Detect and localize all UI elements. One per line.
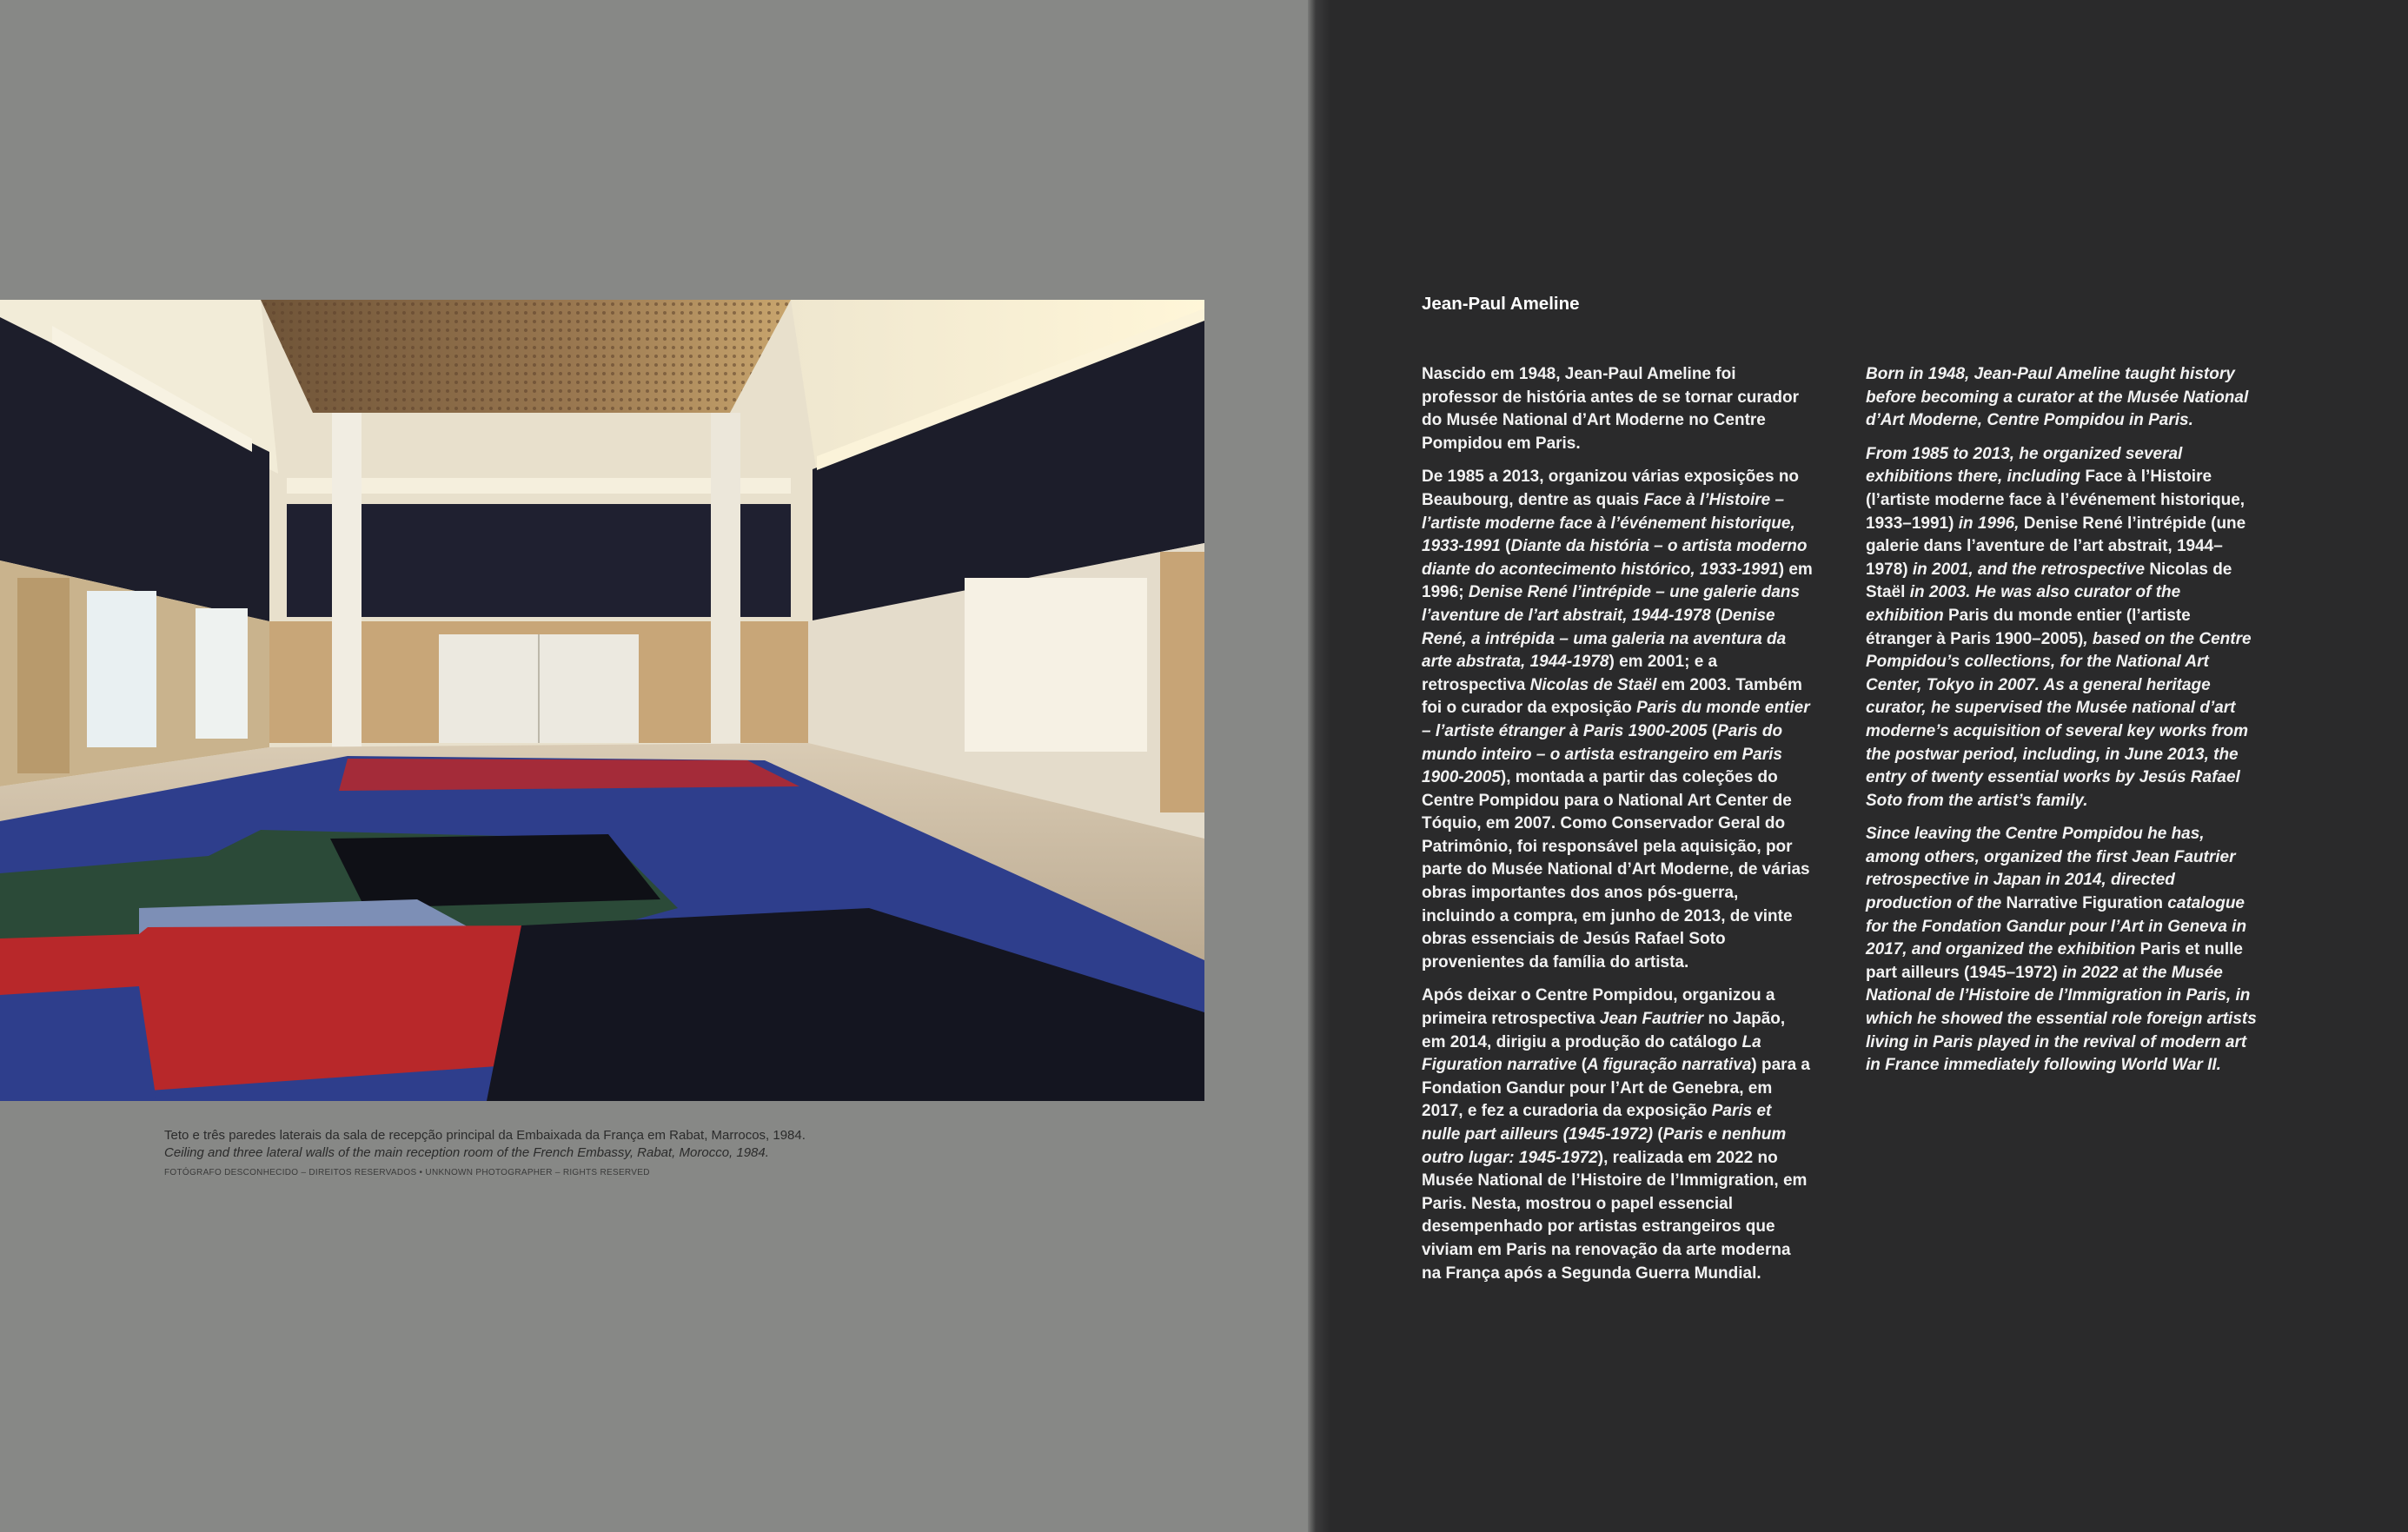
page-fold xyxy=(1308,0,1330,1532)
bio-pt-title: Face à l’Histoire – l’artiste moderne face à l’événement historique, 1933-1991 xyxy=(1422,490,1795,556)
caption-portuguese: Teto e três paredes laterais da sala de recepção principal da Embaixada da França em Rabat, Marrocos, 1984. xyxy=(164,1128,806,1143)
bio-en-text: in 2001, and the retrospective xyxy=(1907,560,2150,579)
bio-pt-text: ), realizada em 2022 no Musée National de l’Histoire de l’Immigration, em Paris. Nesta, mostrou o papel essencial desempenhado por artistas estrangeiros que viviam em Paris na renovação da arte moderna na França após a Segunda Guerra Mundial. xyxy=(1422,1148,1808,1283)
bio-en-text: , based on the Centre Pompidou’s collections, for the National Art Center, Tokyo in 2007. As a general heritage curator, he supervised the Musée national d’art moderne’s acquisition of several key works from the postwar period, including, in June 2013, the entry of twenty essential works by Jesús Rafael Soto from the artist’s family. xyxy=(1866,629,2252,810)
bio-en-text: in 2022 at the Musée National de l’Histoire de l’Immigration in Paris, in which he showed the essential role foreign artists living in Paris played in the revival of modern art in France immediately following World War II. xyxy=(1866,963,2257,1075)
bio-en-text: catalogue for the Fondation Gandur pour l’Art in Geneva in 2017, and organized the exhibition xyxy=(1866,894,2247,959)
reception-room-photo xyxy=(0,300,1204,1101)
bio-en-title: Denise René l’intrépide (une galerie dans l’aventure de l’art abstrait, 1944–1978) xyxy=(1866,514,2246,579)
bio-pt-text: ( xyxy=(1576,1056,1588,1075)
bio-pt-title: Denise René, a intrépida – uma galeria na aventura da arte abstrata, 1944-1978 xyxy=(1422,606,1787,672)
bio-pt-text: De 1985 a 2013, organizou várias exposições no Beaubourg, dentre as quais xyxy=(1422,468,1800,509)
bio-pt-paragraph-1: Nascido em 1948, Jean-Paul Ameline foi professor de história antes de se tornar curador do Musée National d’Art Moderne no Centre Pompidou em Paris. xyxy=(1422,365,1799,453)
bio-pt-text: ( xyxy=(1710,606,1721,625)
bio-en-text: Since leaving the Centre Pompidou he has, among others, organized the first Jean Fautrier retrospective in Japan in 2014, directed production of the xyxy=(1866,825,2236,913)
bio-pt-title: Paris du monde entier – l’artiste étranger à Paris 1900-2005 xyxy=(1422,699,1810,740)
bio-en-title: Paris et nulle part ailleurs (1945–1972) xyxy=(1866,940,2243,982)
bio-pt-title: Paris do mundo inteiro – o artista estrangeiro em Paris 1900-2005 xyxy=(1422,721,1783,787)
bio-en-title: Paris du monde entier (l’artiste étranger à Paris 1900–2005) xyxy=(1866,606,2191,648)
bio-pt-paragraph-2 xyxy=(1422,466,1813,974)
bio-pt-title: Diante da história – o artista moderno diante do acontecimento histórico, 1933-1991 xyxy=(1422,537,1808,579)
author-name: Jean-Paul Ameline xyxy=(1422,294,1580,314)
bio-pt-text: ( xyxy=(1707,721,1718,740)
biography-portuguese xyxy=(1422,363,1813,1296)
bio-pt-paragraph-3 xyxy=(1422,985,1813,1285)
bio-en-title: Narrative Figuration xyxy=(2006,894,2164,913)
bio-pt-text: Após deixar o Centre Pompidou, organizou a primeira retrospectiva xyxy=(1422,986,1775,1029)
bio-pt-text: ) em 2001; e a retrospectiva xyxy=(1422,653,1718,694)
bio-pt-title: La Figuration narrative xyxy=(1422,1032,1761,1075)
bio-pt-title: Jean Fautrier xyxy=(1599,1010,1704,1029)
bio-pt-title: Paris e nenhum outro lugar: 1945-1972 xyxy=(1422,1125,1787,1167)
bio-pt-text: ) para a Fondation Gandur pour l’Art de Genebra, em 2017, e fez a curadoria da exposição xyxy=(1422,1056,1810,1121)
bio-en-title: Face à l’Histoire (l’artiste moderne face à l’événement historique, 1933–1991) xyxy=(1866,468,2245,533)
bio-pt-title: Paris et nulle part ailleurs (1945-1972) xyxy=(1422,1102,1772,1144)
bio-pt-title: Denise René l’intrépide – une galerie dans l’aventure de l’art abstrait, 1944-1978 xyxy=(1422,583,1801,625)
bio-en-text: in 1996, xyxy=(1954,514,2024,533)
bio-pt-title: Nicolas de Staël xyxy=(1529,675,1657,694)
bio-pt-text: ), montada a partir das coleções do Centre Pompidou para o National Art Center de Tóquio, em 2007. Como Conservador Geral do Patrimônio, foi responsável pela aquisição, por parte do Musée National d’Art Moderne, de várias obras importantes dos anos pós-guerra, incluindo a compra, em junho de 2013, de vinte obras essenciais de Jesús Rafael Soto provenientes da família do artista. xyxy=(1422,768,1810,972)
biography-english xyxy=(1866,363,2257,1088)
bio-en-paragraph-3 xyxy=(1866,823,2257,1078)
caption-english: Ceiling and three lateral walls of the main reception room of the French Embassy, Rabat, Morocco, 1984. xyxy=(164,1145,769,1160)
bio-en-text: From 1985 to 2013, he organized several exhibitions there, including xyxy=(1866,444,2183,487)
bio-en-paragraph-1: Born in 1948, Jean-Paul Ameline taught history before becoming a curator at the Musée National d’Art Moderne, Centre Pompidou in Paris. xyxy=(1866,365,2249,430)
bio-pt-text: ) em 1996; xyxy=(1422,560,1813,602)
bio-en-title: Nicolas de Staël xyxy=(1866,560,2232,602)
bio-en-text: in 2003. He was also curator of the exhibition xyxy=(1866,583,2181,625)
bio-pt-title: A figuração narrativa xyxy=(1587,1056,1752,1075)
bio-pt-text: no Japão, em 2014, dirigiu a produção do catálogo xyxy=(1422,1010,1786,1051)
bio-en-paragraph-2 xyxy=(1866,443,2257,813)
bio-pt-text: ( xyxy=(1653,1125,1663,1144)
bio-pt-text: em 2003. Também foi o curador da exposição xyxy=(1422,675,1802,718)
photo-caption xyxy=(164,1127,1120,1181)
bio-pt-text: ( xyxy=(1500,537,1511,556)
photo-credit: FOTÓGRAFO DESCONHECIDO – DIREITOS RESERVADOS • UNKNOWN PHOTOGRAPHER – RIGHTS RESERVED xyxy=(164,1168,650,1177)
